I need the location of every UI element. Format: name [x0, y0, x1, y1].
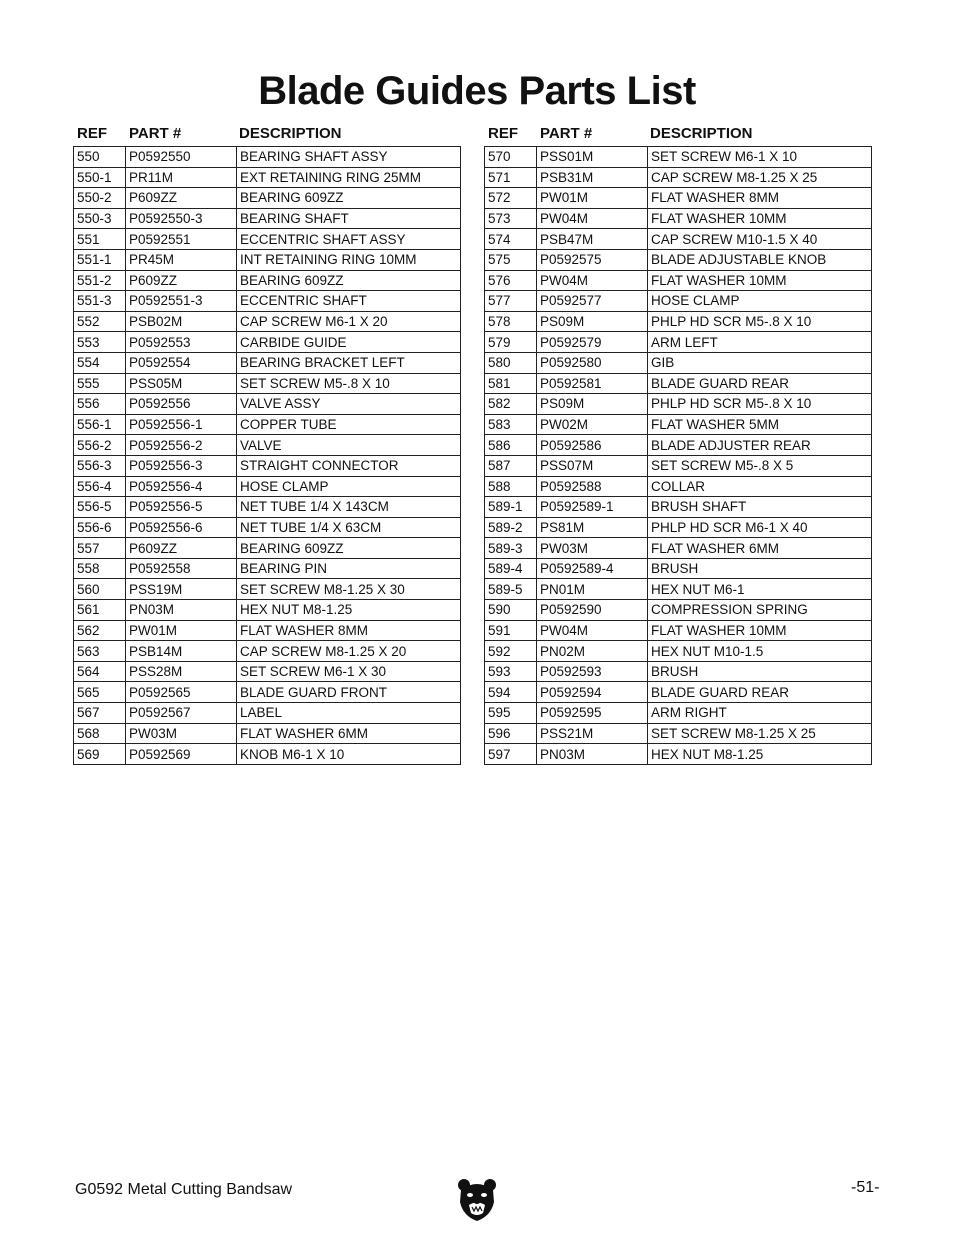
table-row: [74, 538, 461, 559]
cell-ref: 556-1: [74, 414, 126, 435]
cell-part: PS09M: [537, 394, 648, 415]
table-row: [485, 332, 872, 353]
cell-description: BRUSH: [648, 558, 872, 579]
cell-description: BLADE GUARD REAR: [648, 682, 872, 703]
table-row: [74, 352, 461, 373]
cell-part: P0592556-2: [126, 435, 237, 456]
cell-part: PW04M: [537, 208, 648, 229]
table-row: [485, 373, 872, 394]
cell-description: ECCENTRIC SHAFT: [237, 291, 461, 312]
table-row: [74, 394, 461, 415]
table-row: [485, 744, 872, 765]
cell-part: PSS05M: [126, 373, 237, 394]
cell-description: COLLAR: [648, 476, 872, 497]
parts-table-body: [74, 147, 461, 765]
cell-ref: 551-3: [74, 291, 126, 312]
cell-part: P0592558: [126, 558, 237, 579]
cell-description: PHLP HD SCR M5-.8 X 10: [648, 311, 872, 332]
cell-part: P0592575: [537, 249, 648, 270]
cell-part: P0592551-3: [126, 291, 237, 312]
cell-ref: 551-1: [74, 249, 126, 270]
cell-part: P0592550: [126, 147, 237, 168]
table-row: [485, 270, 872, 291]
table-row: [74, 147, 461, 168]
cell-description: ECCENTRIC SHAFT ASSY: [237, 229, 461, 250]
table-row: [485, 291, 872, 312]
cell-description: FLAT WASHER 6MM: [648, 538, 872, 559]
table-row: [74, 167, 461, 188]
cell-description: EXT RETAINING RING 25MM: [237, 167, 461, 188]
cell-description: NET TUBE 1/4 X 143CM: [237, 497, 461, 518]
cell-part: P0592589-4: [537, 558, 648, 579]
cell-description: CAP SCREW M8-1.25 X 25: [648, 167, 872, 188]
cell-description: SET SCREW M8-1.25 X 30: [237, 579, 461, 600]
cell-part: PSS01M: [537, 147, 648, 168]
cell-ref: 573: [485, 208, 537, 229]
cell-description: VALVE: [237, 435, 461, 456]
cell-part: PW03M: [126, 723, 237, 744]
parts-table-body: [485, 147, 872, 765]
cell-ref: 589-4: [485, 558, 537, 579]
cell-ref: 577: [485, 291, 537, 312]
cell-ref: 596: [485, 723, 537, 744]
cell-part: P0592556-6: [126, 517, 237, 538]
cell-description: CAP SCREW M10-1.5 X 40: [648, 229, 872, 250]
cell-ref: 556-5: [74, 497, 126, 518]
parts-table: [484, 146, 872, 765]
cell-part: PSB02M: [126, 311, 237, 332]
cell-description: BRUSH: [648, 661, 872, 682]
cell-ref: 593: [485, 661, 537, 682]
header-ref: REF: [488, 125, 518, 142]
cell-part: PSS28M: [126, 661, 237, 682]
cell-part: PSB47M: [537, 229, 648, 250]
cell-part: PW04M: [537, 620, 648, 641]
cell-part: PSS21M: [537, 723, 648, 744]
cell-ref: 588: [485, 476, 537, 497]
cell-description: FLAT WASHER 8MM: [237, 620, 461, 641]
cell-description: PHLP HD SCR M6-1 X 40: [648, 517, 872, 538]
table-row: [74, 455, 461, 476]
table-row: [74, 373, 461, 394]
cell-ref: 567: [74, 703, 126, 724]
cell-part: P0592554: [126, 352, 237, 373]
cell-part: P0592579: [537, 332, 648, 353]
cell-part: PS09M: [537, 311, 648, 332]
table-row: [485, 703, 872, 724]
table-row: [485, 620, 872, 641]
cell-part: PSB14M: [126, 641, 237, 662]
table-row: [74, 703, 461, 724]
cell-part: P0592590: [537, 600, 648, 621]
cell-ref: 551: [74, 229, 126, 250]
cell-part: P0592556-1: [126, 414, 237, 435]
table-row: [485, 600, 872, 621]
cell-description: PHLP HD SCR M5-.8 X 10: [648, 394, 872, 415]
cell-ref: 586: [485, 435, 537, 456]
cell-description: HOSE CLAMP: [648, 291, 872, 312]
table-row: [74, 435, 461, 456]
cell-part: P0592556-4: [126, 476, 237, 497]
cell-description: HEX NUT M6-1: [648, 579, 872, 600]
cell-description: NET TUBE 1/4 X 63CM: [237, 517, 461, 538]
cell-description: BEARING BRACKET LEFT: [237, 352, 461, 373]
table-header: [73, 122, 461, 146]
cell-part: P0592551: [126, 229, 237, 250]
cell-ref: 568: [74, 723, 126, 744]
cell-ref: 572: [485, 188, 537, 209]
cell-ref: 589-1: [485, 497, 537, 518]
table-row: [485, 249, 872, 270]
table-header: [484, 122, 872, 146]
cell-ref: 589-2: [485, 517, 537, 538]
cell-part: P0592569: [126, 744, 237, 765]
cell-description: BEARING 609ZZ: [237, 270, 461, 291]
table-row: [485, 682, 872, 703]
cell-part: P0592581: [537, 373, 648, 394]
cell-ref: 556-2: [74, 435, 126, 456]
cell-ref: 597: [485, 744, 537, 765]
cell-ref: 580: [485, 352, 537, 373]
cell-part: PN01M: [537, 579, 648, 600]
cell-part: P0592556: [126, 394, 237, 415]
table-row: [74, 208, 461, 229]
table-row: [74, 311, 461, 332]
cell-description: BLADE GUARD REAR: [648, 373, 872, 394]
cell-part: P609ZZ: [126, 538, 237, 559]
table-row: [485, 188, 872, 209]
table-row: [74, 476, 461, 497]
cell-ref: 562: [74, 620, 126, 641]
table-row: [74, 188, 461, 209]
cell-description: CAP SCREW M8-1.25 X 20: [237, 641, 461, 662]
cell-ref: 551-2: [74, 270, 126, 291]
table-row: [74, 661, 461, 682]
cell-part: P0592593: [537, 661, 648, 682]
cell-description: GIB: [648, 352, 872, 373]
cell-part: PR45M: [126, 249, 237, 270]
cell-ref: 556-3: [74, 455, 126, 476]
bear-head-logo-icon: [457, 1178, 497, 1222]
table-row: [74, 641, 461, 662]
cell-part: PW04M: [537, 270, 648, 291]
table-row: [485, 352, 872, 373]
cell-description: BEARING SHAFT: [237, 208, 461, 229]
cell-description: FLAT WASHER 10MM: [648, 208, 872, 229]
cell-part: P0592565: [126, 682, 237, 703]
table-row: [485, 394, 872, 415]
table-row: [485, 517, 872, 538]
cell-description: COMPRESSION SPRING: [648, 600, 872, 621]
cell-part: PSS07M: [537, 455, 648, 476]
cell-part: P0592556-5: [126, 497, 237, 518]
header-description: DESCRIPTION: [239, 125, 342, 142]
cell-ref: 574: [485, 229, 537, 250]
page-title: Blade Guides Parts List: [258, 69, 696, 113]
cell-description: FLAT WASHER 6MM: [237, 723, 461, 744]
cell-part: PS81M: [537, 517, 648, 538]
cell-ref: 563: [74, 641, 126, 662]
cell-description: BLADE GUARD FRONT: [237, 682, 461, 703]
parts-table-left: [73, 122, 461, 765]
cell-ref: 575: [485, 249, 537, 270]
footer-model: G0592 Metal Cutting Bandsaw: [75, 1181, 293, 1198]
cell-part: P0592577: [537, 291, 648, 312]
cell-part: PSB31M: [537, 167, 648, 188]
cell-ref: 565: [74, 682, 126, 703]
cell-description: SET SCREW M5-.8 X 5: [648, 455, 872, 476]
table-row: [485, 229, 872, 250]
table-row: [74, 600, 461, 621]
cell-ref: 591: [485, 620, 537, 641]
table-row: [485, 147, 872, 168]
cell-description: SET SCREW M6-1 X 10: [648, 147, 872, 168]
cell-part: PW01M: [126, 620, 237, 641]
table-row: [485, 538, 872, 559]
cell-ref: 553: [74, 332, 126, 353]
cell-ref: 560: [74, 579, 126, 600]
cell-part: P0592550-3: [126, 208, 237, 229]
cell-ref: 564: [74, 661, 126, 682]
cell-description: STRAIGHT CONNECTOR: [237, 455, 461, 476]
cell-part: PN02M: [537, 641, 648, 662]
table-row: [74, 249, 461, 270]
table-row: [74, 744, 461, 765]
cell-ref: 592: [485, 641, 537, 662]
cell-description: BEARING 609ZZ: [237, 188, 461, 209]
cell-part: P0592594: [537, 682, 648, 703]
table-row: [74, 291, 461, 312]
cell-ref: 595: [485, 703, 537, 724]
cell-description: SET SCREW M6-1 X 30: [237, 661, 461, 682]
cell-description: BLADE ADJUSTABLE KNOB: [648, 249, 872, 270]
cell-description: SET SCREW M8-1.25 X 25: [648, 723, 872, 744]
table-row: [74, 414, 461, 435]
cell-ref: 590: [485, 600, 537, 621]
cell-part: PR11M: [126, 167, 237, 188]
cell-ref: 550-1: [74, 167, 126, 188]
cell-part: P609ZZ: [126, 270, 237, 291]
cell-ref: 550: [74, 147, 126, 168]
table-row: [485, 579, 872, 600]
table-row: [485, 311, 872, 332]
cell-description: SET SCREW M5-.8 X 10: [237, 373, 461, 394]
cell-part: P0592589-1: [537, 497, 648, 518]
cell-ref: 582: [485, 394, 537, 415]
table-row: [74, 229, 461, 250]
cell-ref: 583: [485, 414, 537, 435]
cell-description: HEX NUT M8-1.25: [237, 600, 461, 621]
table-row: [485, 167, 872, 188]
table-row: [485, 435, 872, 456]
table-row: [74, 517, 461, 538]
cell-ref: 569: [74, 744, 126, 765]
cell-ref: 550-2: [74, 188, 126, 209]
cell-part: PW01M: [537, 188, 648, 209]
cell-description: LABEL: [237, 703, 461, 724]
cell-description: FLAT WASHER 10MM: [648, 620, 872, 641]
cell-description: CARBIDE GUIDE: [237, 332, 461, 353]
table-row: [485, 497, 872, 518]
cell-part: P0592556-3: [126, 455, 237, 476]
table-row: [485, 661, 872, 682]
header-description: DESCRIPTION: [650, 125, 753, 142]
table-row: [485, 476, 872, 497]
cell-ref: 589-3: [485, 538, 537, 559]
cell-ref: 556-4: [74, 476, 126, 497]
cell-part: P0592595: [537, 703, 648, 724]
cell-ref: 550-3: [74, 208, 126, 229]
cell-description: CAP SCREW M6-1 X 20: [237, 311, 461, 332]
cell-part: P0592580: [537, 352, 648, 373]
cell-description: BLADE ADJUSTER REAR: [648, 435, 872, 456]
cell-part: PW02M: [537, 414, 648, 435]
cell-ref: 587: [485, 455, 537, 476]
cell-ref: 594: [485, 682, 537, 703]
cell-ref: 555: [74, 373, 126, 394]
table-row: [74, 579, 461, 600]
table-row: [485, 558, 872, 579]
cell-ref: 571: [485, 167, 537, 188]
cell-ref: 556-6: [74, 517, 126, 538]
cell-description: INT RETAINING RING 10MM: [237, 249, 461, 270]
cell-ref: 557: [74, 538, 126, 559]
cell-description: HEX NUT M8-1.25: [648, 744, 872, 765]
cell-ref: 570: [485, 147, 537, 168]
cell-description: HEX NUT M10-1.5: [648, 641, 872, 662]
cell-ref: 554: [74, 352, 126, 373]
page-number: -51-: [851, 1179, 880, 1196]
cell-description: FLAT WASHER 5MM: [648, 414, 872, 435]
cell-ref: 552: [74, 311, 126, 332]
table-row: [485, 723, 872, 744]
parts-table: [73, 146, 461, 765]
header-ref: REF: [77, 125, 107, 142]
cell-ref: 556: [74, 394, 126, 415]
cell-part: P609ZZ: [126, 188, 237, 209]
cell-description: BEARING PIN: [237, 558, 461, 579]
cell-description: VALVE ASSY: [237, 394, 461, 415]
cell-part: PN03M: [537, 744, 648, 765]
cell-description: COPPER TUBE: [237, 414, 461, 435]
cell-description: BEARING SHAFT ASSY: [237, 147, 461, 168]
cell-description: KNOB M6-1 X 10: [237, 744, 461, 765]
cell-ref: 561: [74, 600, 126, 621]
table-row: [74, 620, 461, 641]
cell-part: PW03M: [537, 538, 648, 559]
cell-description: ARM RIGHT: [648, 703, 872, 724]
cell-ref: 581: [485, 373, 537, 394]
cell-part: P0592588: [537, 476, 648, 497]
table-row: [485, 455, 872, 476]
cell-part: PSS19M: [126, 579, 237, 600]
cell-description: BRUSH SHAFT: [648, 497, 872, 518]
header-part: PART #: [540, 125, 593, 142]
cell-ref: 558: [74, 558, 126, 579]
table-row: [74, 270, 461, 291]
cell-part: PN03M: [126, 600, 237, 621]
cell-part: P0592553: [126, 332, 237, 353]
cell-description: HOSE CLAMP: [237, 476, 461, 497]
cell-ref: 578: [485, 311, 537, 332]
cell-description: ARM LEFT: [648, 332, 872, 353]
table-row: [485, 208, 872, 229]
cell-part: P0592567: [126, 703, 237, 724]
cell-part: P0592586: [537, 435, 648, 456]
parts-table-right: [484, 122, 872, 765]
table-row: [74, 682, 461, 703]
table-row: [74, 332, 461, 353]
cell-ref: 589-5: [485, 579, 537, 600]
cell-description: FLAT WASHER 8MM: [648, 188, 872, 209]
cell-description: FLAT WASHER 10MM: [648, 270, 872, 291]
table-row: [485, 414, 872, 435]
table-row: [485, 641, 872, 662]
cell-ref: 579: [485, 332, 537, 353]
cell-description: BEARING 609ZZ: [237, 538, 461, 559]
table-row: [74, 558, 461, 579]
header-part: PART #: [129, 125, 182, 142]
cell-ref: 576: [485, 270, 537, 291]
table-row: [74, 497, 461, 518]
table-row: [74, 723, 461, 744]
